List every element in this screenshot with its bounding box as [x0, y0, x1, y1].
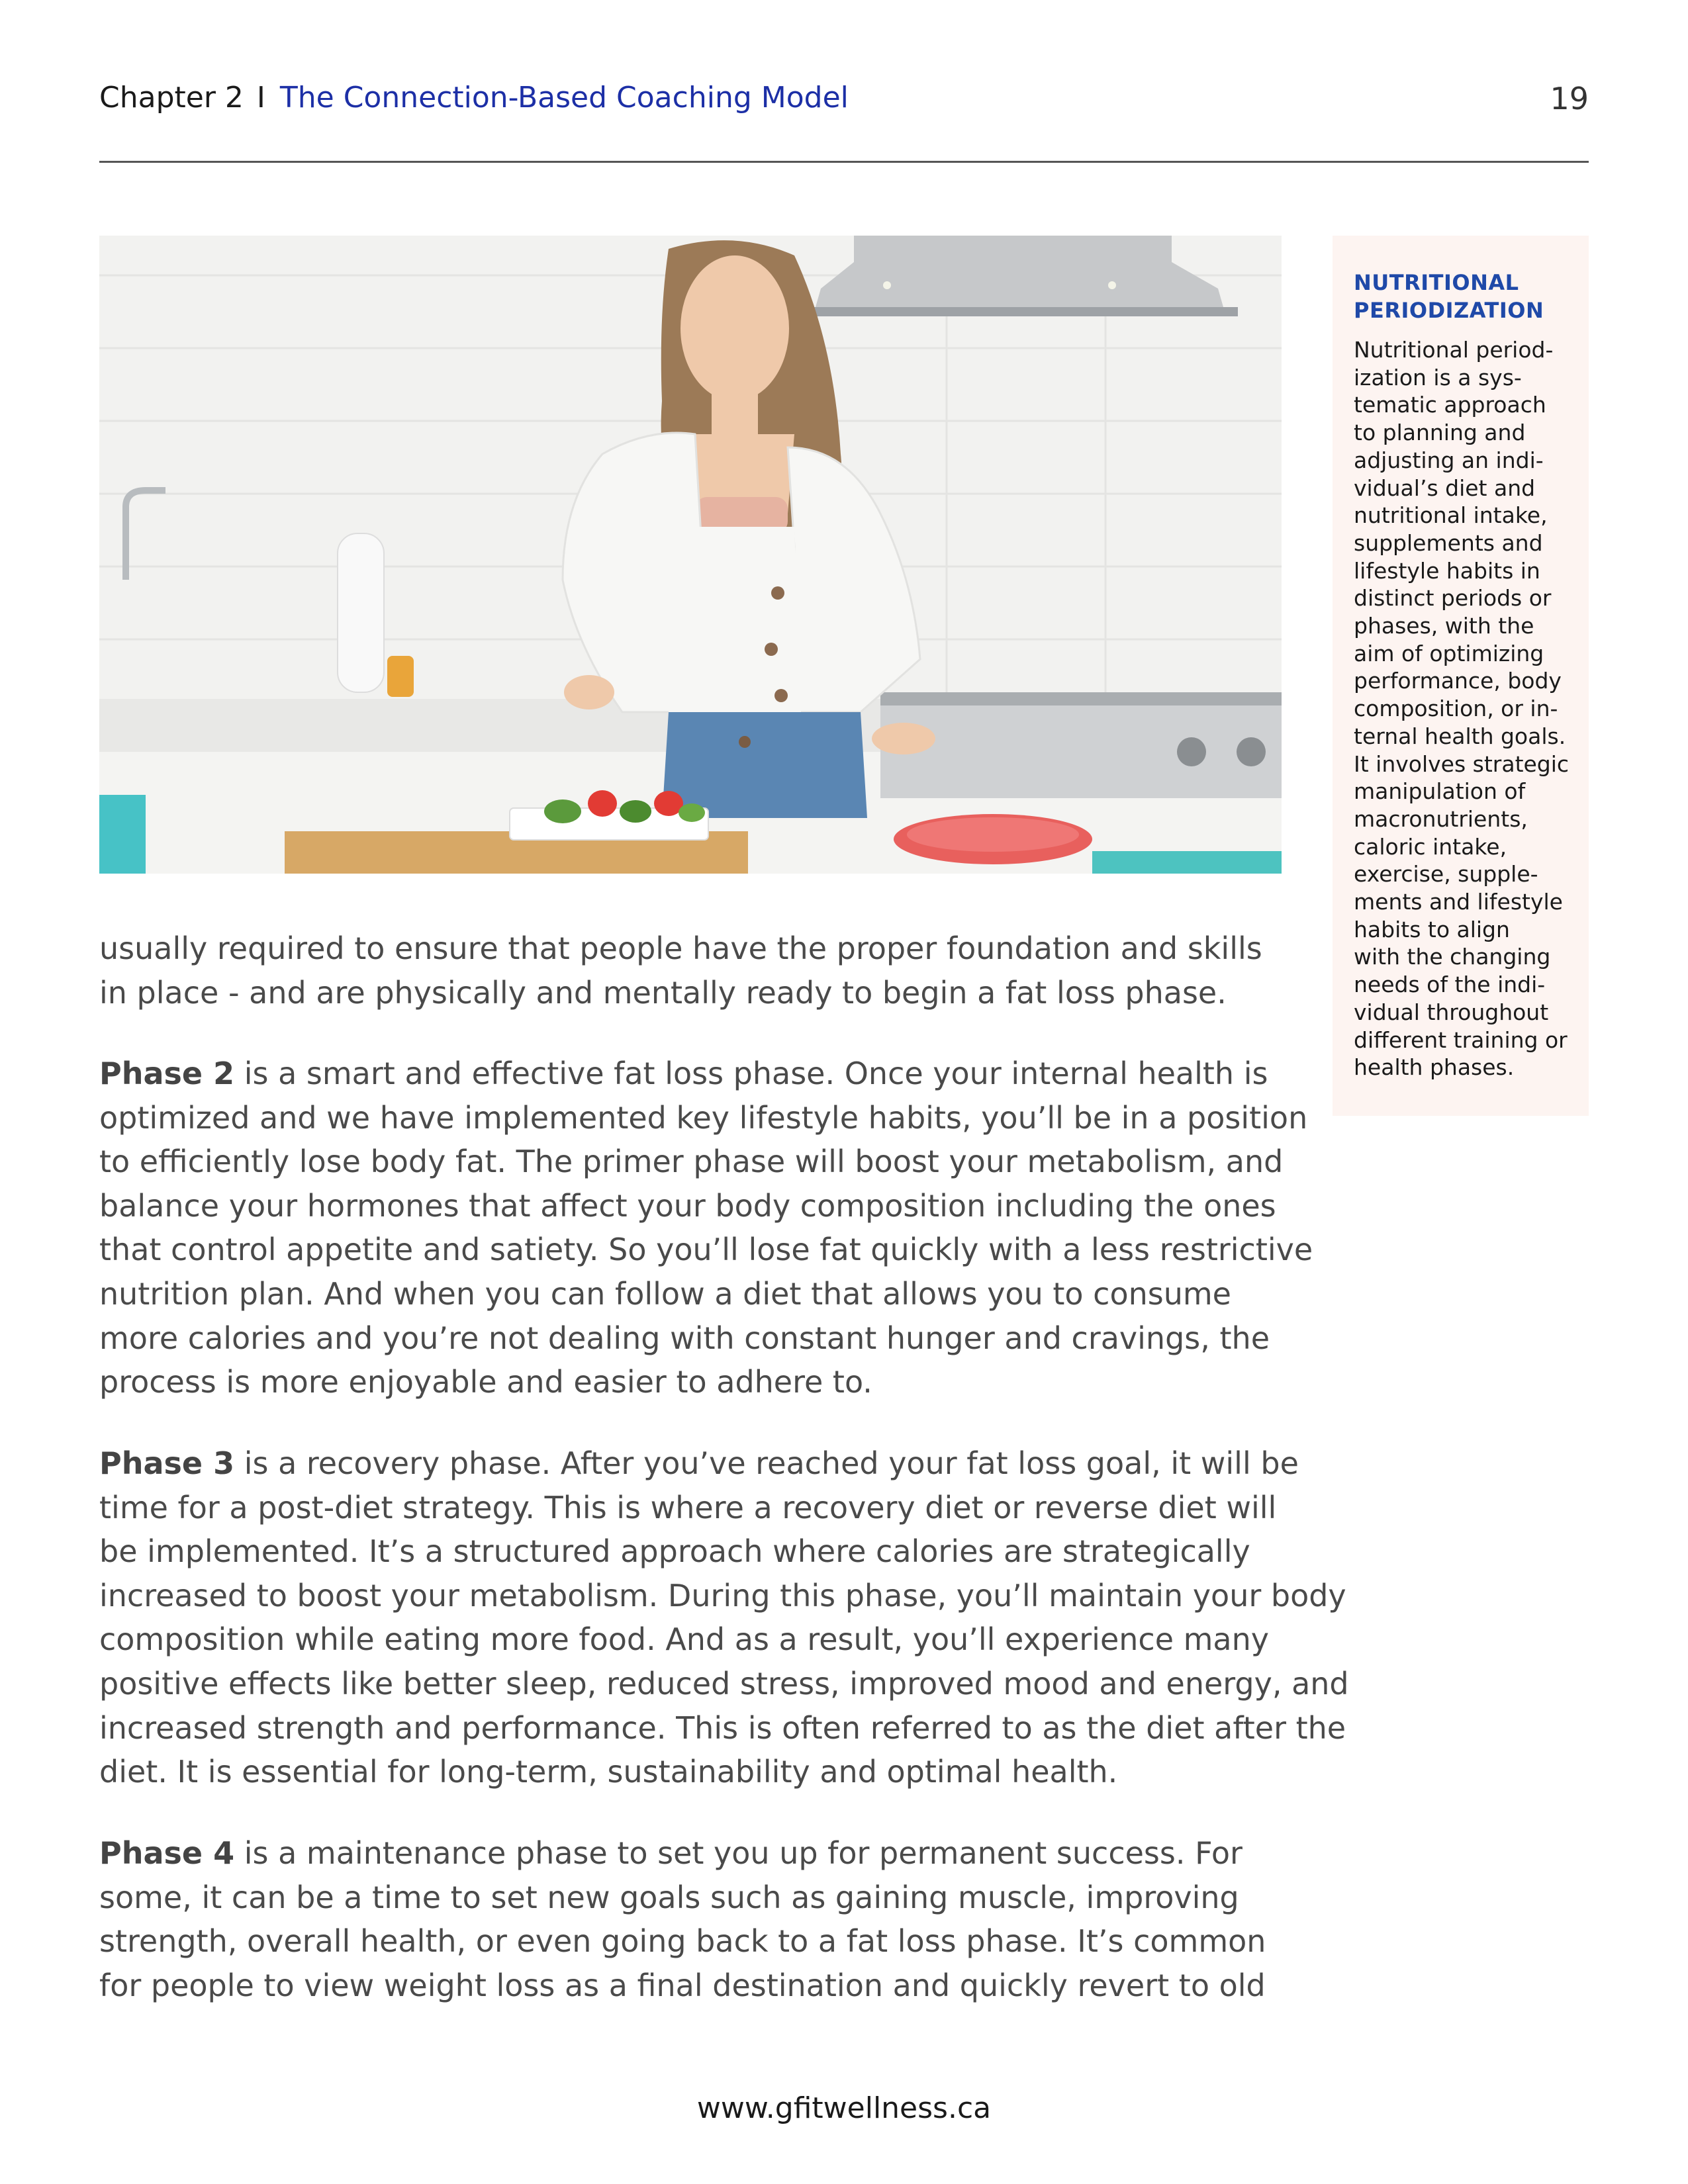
phase-3-first-line: is a recovery phase. After you’ve reached your fat loss goal, it will be — [234, 1445, 1299, 1481]
kitchen-photo — [99, 236, 1282, 874]
sidebar-line: caloric intake, — [1354, 833, 1507, 860]
body-line: optimized and we have implemented key lifestyle habits, you’ll be in a position — [99, 1099, 1308, 1136]
body-line: increased to boost your metabolism. During this phase, you’ll maintain your body — [99, 1577, 1346, 1614]
body-line: in place - and are physically and mentally ready to begin a fat loss phase. — [99, 974, 1227, 1011]
sidebar-line: different training or — [1354, 1026, 1568, 1053]
body-line: be implemented. It’s a structured approach where calories are strategically — [99, 1533, 1250, 1570]
footer-url: www.gfitwellness.ca — [696, 2091, 992, 2125]
phase-2-paragraph — [99, 1052, 1313, 1404]
sidebar-line: nutritional intake, — [1354, 502, 1548, 529]
sidebar-line: supplements and — [1354, 529, 1543, 556]
sidebar-line: composition, or in- — [1354, 696, 1558, 722]
sidebar-line: phases, with the — [1354, 613, 1534, 639]
body-line: increased strength and performance. This is often referred to as the diet after the — [99, 1709, 1346, 1746]
sidebar-line: vidual throughout — [1354, 999, 1549, 1025]
body-line: time for a post-diet strategy. This is where a recovery diet or reverse diet will — [99, 1489, 1277, 1525]
sidebar-line: ternal health goals. — [1354, 723, 1566, 749]
header-divider — [99, 161, 1589, 163]
header-separator: I — [256, 81, 265, 114]
page-number: 19 — [1550, 81, 1589, 116]
sidebar-title — [1354, 269, 1575, 324]
body-line: for people to view weight loss as a final destination and quickly revert to old — [99, 1967, 1266, 2003]
sidebar-line: exercise, supple- — [1354, 861, 1538, 887]
body-line: positive effects like better sleep, reduced stress, improved mood and energy, and — [99, 1665, 1349, 1702]
body-line: strength, overall health, or even going back to a fat loss phase. It’s common — [99, 1923, 1266, 1960]
sidebar-line: adjusting an indi- — [1354, 447, 1544, 473]
sidebar-line: ization is a sys- — [1354, 364, 1522, 390]
body-line: usually required to ensure that people have the proper foundation and skills — [99, 931, 1262, 966]
sidebar-line: Nutritional period- — [1354, 337, 1554, 363]
definition-sidebar — [1333, 236, 1589, 1116]
body-line: process is more enjoyable and easier to adhere to. — [99, 1364, 872, 1400]
sidebar-line: habits to align — [1354, 916, 1510, 942]
body-line: that control appetite and satiety. So you’ll lose fat quickly with a less restrictive — [99, 1232, 1313, 1268]
running-header — [99, 81, 849, 114]
body-line: some, it can be a time to set new goals such as gaining muscle, improving — [99, 1879, 1239, 1915]
sidebar-body — [1354, 336, 1575, 1081]
chapter-title: The Connection-Based Coaching Model — [279, 81, 849, 114]
phase-4-paragraph — [99, 1831, 1284, 2007]
body-line: composition while eating more food. And as a result, you’ll experience many — [99, 1621, 1270, 1658]
sidebar-line: needs of the indi- — [1354, 972, 1546, 998]
body-line: diet. It is essential for long-term, sustainability and optimal health. — [99, 1754, 1118, 1790]
phase-3-paragraph — [99, 1441, 1349, 1794]
phase-2-first-line: is a smart and effective fat loss phase. Once your internal health is — [234, 1056, 1268, 1091]
sidebar-line: lifestyle habits in — [1354, 557, 1540, 584]
body-line: nutrition plan. And when you can follow a diet that allows you to consume — [99, 1275, 1231, 1312]
sidebar-line: tematic approach — [1354, 392, 1546, 418]
intro-paragraph — [99, 927, 1284, 1015]
sidebar-line: manipulation of — [1354, 778, 1526, 805]
sidebar-line: ments and lifestyle — [1354, 889, 1563, 915]
sidebar-line: aim of optimizing — [1354, 640, 1544, 666]
body-line: to efficiently lose body fat. The primer phase will boost your metabolism, and — [99, 1144, 1284, 1180]
sidebar-line: with the changing — [1354, 944, 1551, 970]
body-line — [99, 1831, 1284, 1876]
sidebar-title-line: PERIODIZATION — [1354, 298, 1544, 323]
sidebar-line: macronutrients, — [1354, 805, 1528, 832]
phase-3-label: Phase 3 — [99, 1445, 235, 1481]
phase-2-label: Phase 2 — [99, 1056, 235, 1091]
sidebar-line: health phases. — [1354, 1054, 1515, 1081]
sidebar-line: distinct periods or — [1354, 585, 1552, 612]
chapter-label: Chapter 2 — [99, 81, 244, 114]
body-line — [99, 1441, 1299, 1486]
sidebar-line: to planning and — [1354, 420, 1526, 446]
body-line: more calories and you’re not dealing with constant hunger and cravings, the — [99, 1320, 1270, 1356]
sidebar-line: performance, body — [1354, 668, 1562, 694]
body-line: balance your hormones that affect your body composition including the ones — [99, 1187, 1276, 1224]
sidebar-title-line: NUTRITIONAL — [1354, 270, 1519, 295]
phase-4-first-line: is a maintenance phase to set you up for permanent success. For — [234, 1835, 1243, 1871]
phase-4-label: Phase 4 — [99, 1835, 235, 1871]
sidebar-line: vidual’s diet and — [1354, 475, 1536, 501]
body-line — [99, 1052, 1284, 1096]
sidebar-line: It involves strategic — [1354, 751, 1570, 777]
